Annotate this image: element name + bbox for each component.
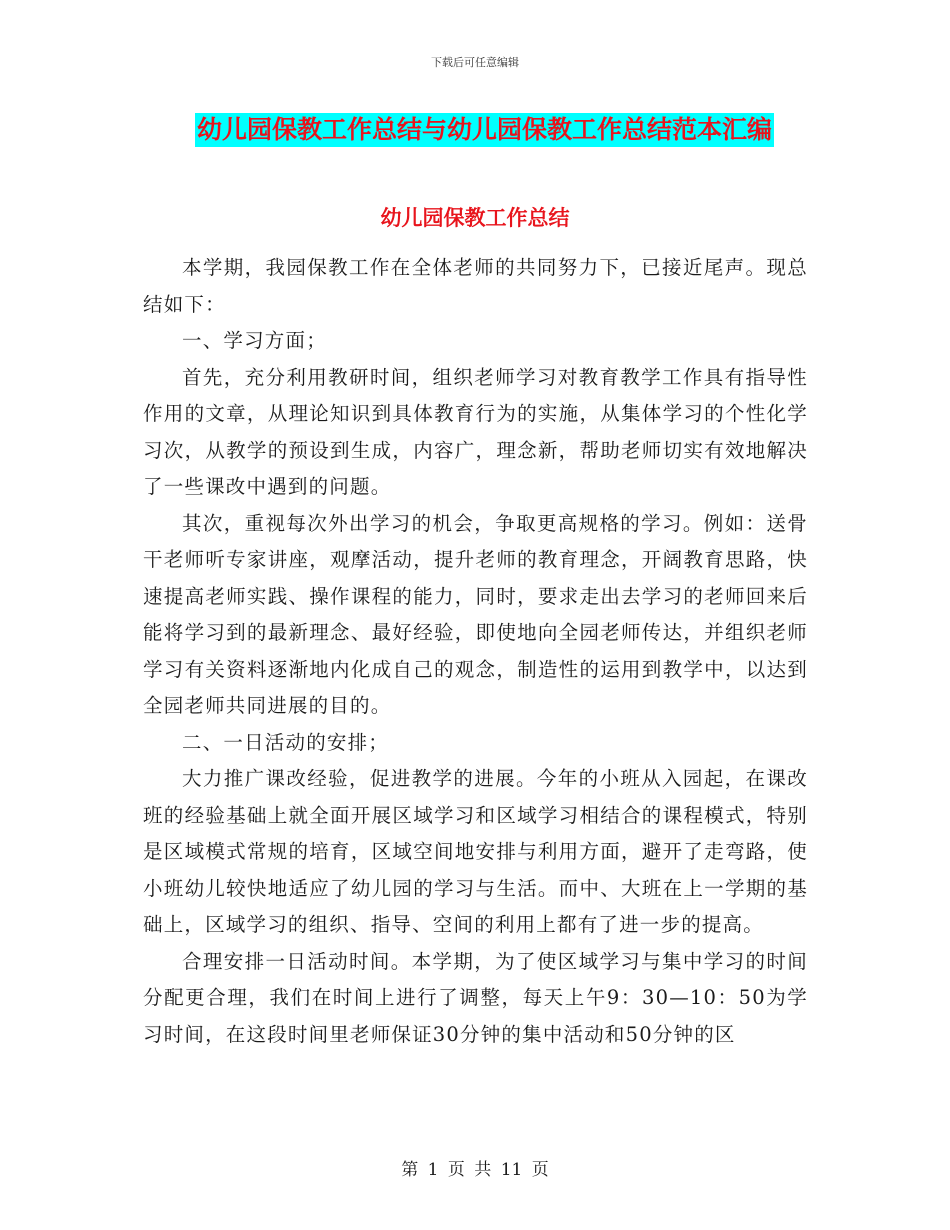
paragraph: 大力推广课改经验，促进教学的进展。今年的小班从入园起，在课改班的经验基础上就全面开展区域学习和区域学习相结合的课程模式，特别是区域模式常规的培育，区域空间地安排与利用方面，避开了走弯路，使小班幼儿较快地适应了幼儿园的学习与生活。而中、大班在上一学期的基础上，区域学习的组织、指导、空间的利用上都有了进一步的提高。 xyxy=(143,767,808,936)
document-body xyxy=(143,250,808,1053)
paragraph: 首先，充分利用教研时间，组织老师学习对教育教学工作具有指导性作用的文章，从理论知识到具体教育行为的实施，从集体学习的个性化学习次，从教学的预设到生成，内容广，理念新，帮助老师切实有效地解决了一些课改中遇到的问题。 xyxy=(143,365,808,498)
document-title: 幼儿园保教工作总结与幼儿园保教工作总结范本汇编 xyxy=(195,113,774,147)
paragraph: 合理安排一日活动时间。本学期，为了使区域学习与集中学习的时间分配更合理，我们在时间上进行了调整，每天上午9：30—10：50为学习时间，在这段时间里老师保证30分钟的集中活动和50分钟的区 xyxy=(143,949,808,1046)
header-note: 下载后可任意编辑 xyxy=(431,56,519,69)
paragraph: 二、一日活动的安排； xyxy=(182,730,390,754)
paragraph: 本学期，我园保教工作在全体老师的共同努力下，已接近尾声。现总结如下： xyxy=(143,256,808,316)
page-number-footer: 第 1 页 共 11 页 xyxy=(401,1160,549,1180)
paragraph: 一、学习方面； xyxy=(182,329,327,352)
section-title: 幼儿园保教工作总结 xyxy=(380,206,570,230)
paragraph: 其次，重视每次外出学习的机会，争取更高规格的学习。例如：送骨干老师听专家讲座，观摩活动，提升老师的教育理念，开阔教育思路，快速提高老师实践、操作课程的能力，同时，要求走出去学习的老师回来后能将学习到的最新理念、最好经验，即使地向全园老师传达，并组织老师学习有关资料逐渐地内化成自己的观念，制造性的运用到教学中，以达到全园老师共同进展的目的。 xyxy=(143,511,808,717)
